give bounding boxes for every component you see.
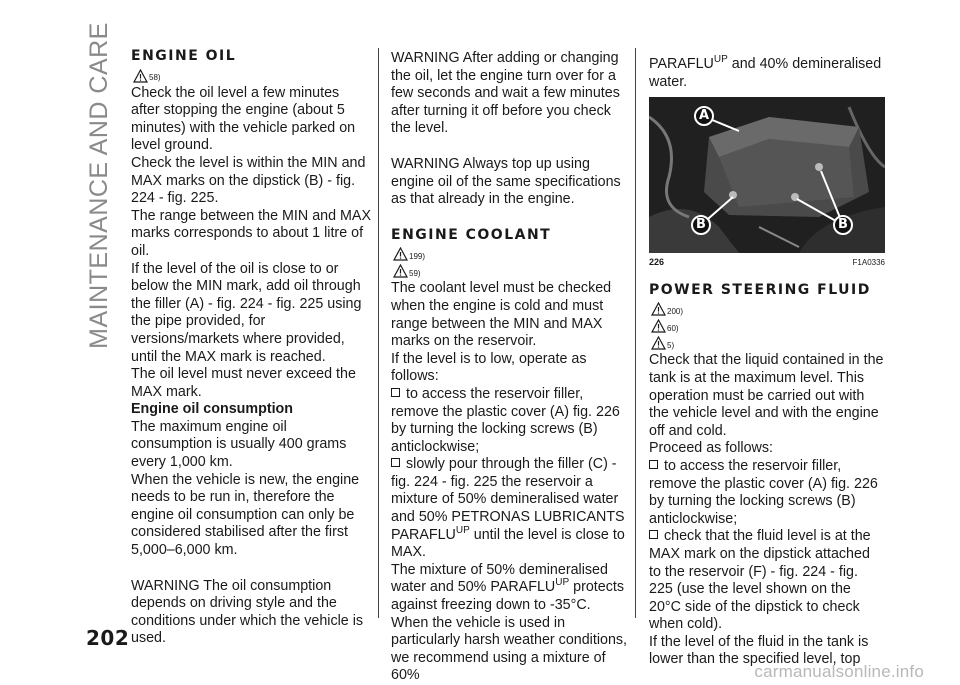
square-bullet-icon <box>649 530 658 539</box>
superscript: UP <box>455 524 470 536</box>
paragraph: Check the oil level a few minutes after stopping the engine (about 5 minutes) with the vehicle parked on level ground. <box>131 84 356 154</box>
paragraph: If the level of the oil is close to or below the MIN mark, add oil through the filler (A) - fig. 224 - fig. 225 using the pipe provided, for versions/markets where provided, until the MAX mark is reached. <box>131 260 362 365</box>
list-item-text: to access the reservoir filler, remove the plastic cover (A) fig. 226 by turning the locking screws (B) anticlockwise; <box>391 385 620 455</box>
paragraph-text: protects against freezing down to -35°C. <box>391 579 624 614</box>
warning-reference <box>651 335 885 351</box>
list-item <box>649 528 885 634</box>
column-divider <box>635 48 636 618</box>
page-number: 202 <box>86 626 130 650</box>
warning-ref-number: 59) <box>409 268 421 278</box>
warning-reference <box>133 68 371 84</box>
paragraph: If the level is to low, operate as follows: <box>391 350 587 385</box>
paragraph <box>391 562 631 615</box>
warning-triangle-icon <box>393 247 408 261</box>
square-bullet-icon <box>391 458 400 467</box>
spacer <box>131 560 371 578</box>
figure-number: 226 <box>649 257 665 268</box>
paragraph: When the vehicle is used in particularly harsh weather conditions, we recommend using a mixture of 60% <box>391 614 628 684</box>
warning-triangle-icon <box>651 302 666 316</box>
paragraph: Check the level is within the MIN and MAX marks on the dipstick (B) - fig. 224 - fig. 225. <box>131 154 366 207</box>
list-item <box>391 386 631 456</box>
list-item-text: until the level is close to MAX. <box>391 526 625 561</box>
warning-ref-number: 58) <box>149 72 161 82</box>
paragraph <box>649 56 885 91</box>
paragraph: Proceed as follows: <box>649 440 773 457</box>
warning-triangle-icon <box>651 336 666 350</box>
side-section-title-text: MAINTENANCE AND CARE <box>84 21 113 349</box>
spacer <box>391 138 631 156</box>
warning-ref-number: 5) <box>667 340 675 350</box>
paragraph: The oil level must never exceed the MAX mark. <box>131 366 356 400</box>
callout-a: A <box>694 106 714 126</box>
superscript: UP <box>713 54 728 66</box>
figure-engine-bay-photo <box>649 97 885 253</box>
column-engine-oil <box>131 48 371 648</box>
list-item <box>649 458 885 528</box>
warning-triangle-icon <box>651 319 666 333</box>
square-bullet-icon <box>649 460 658 469</box>
column-engine-coolant <box>391 50 631 685</box>
list-item-text: to access the reservoir filler, remove the plastic cover (A) fig. 226 by turning the locking screws (B) anticlockwise; <box>649 457 878 527</box>
paragraph-text: The mixture of 50% demineralised water and 50% PARAFLU <box>391 561 608 596</box>
paragraph: The maximum engine oil consumption is usually 400 grams every 1,000 km. <box>131 418 347 471</box>
superscript: UP <box>555 577 570 589</box>
warning-triangle-icon <box>133 69 148 83</box>
square-bullet-icon <box>391 388 400 397</box>
warning-ref-number: 200) <box>667 306 684 316</box>
list-item-text: slowly pour through the filler (C) - fig. 224 - fig. 225 the reservoir a mixture of 50% demineralised water and 50% PETRONAS LUBRICANTS PARAFLU <box>391 456 625 543</box>
warning-ref-number: 199) <box>409 251 426 261</box>
paragraph-warning: WARNING The oil consumption depends on driving style and the conditions under which the vehicle is used. <box>131 577 364 647</box>
callout-b: B <box>833 215 853 235</box>
list-item <box>391 456 631 562</box>
warning-reference <box>651 318 885 334</box>
subheading-oil-consumption: Engine oil consumption <box>131 401 294 418</box>
paragraph: The range between the MIN and MAX marks corresponds to about 1 litre of oil. <box>131 207 372 259</box>
paragraph-text: PARAFLU <box>649 56 714 72</box>
paragraph-warning: WARNING After adding or changing the oil, let the engine turn over for a few seconds and wait a few minutes after turning it off before you check the level. <box>391 50 620 137</box>
side-section-title <box>82 21 116 349</box>
heading-engine-coolant: ENGINE COOLANT <box>391 226 552 243</box>
warning-triangle-icon <box>393 264 408 278</box>
figure-caption <box>649 254 885 272</box>
paragraph: The coolant level must be checked when the engine is cold and must range between the MIN and MAX marks on the reservoir. <box>391 280 612 350</box>
paragraph: If the level of the fluid in the tank is lower than the specified level, top <box>649 633 869 668</box>
column-divider <box>378 48 379 618</box>
paragraph: Check that the liquid contained in the tank is at the maximum level. This operation must be carried out with the vehicle level and with the engine off and cold. <box>649 352 884 439</box>
warning-reference <box>393 246 631 262</box>
paragraph-text: and 40% demineralised water. <box>649 56 882 90</box>
spacer <box>391 209 631 227</box>
figure-code: F1A0336 <box>852 258 885 268</box>
heading-power-steering-fluid: POWER STEERING FLUID <box>649 281 871 298</box>
list-item-text: check that the fluid level is at the MAX mark on the dipstick attached to the reservoir (F) - fig. 224 - fig. 225 (use the level shown on the 20°C side of the dipstick to check when cold). <box>649 528 871 633</box>
heading-engine-oil: ENGINE OIL <box>131 48 237 64</box>
watermark-text: carmanualsonline.info <box>754 662 924 681</box>
warning-reference <box>393 263 631 279</box>
warning-reference <box>651 301 885 317</box>
callout-b: B <box>691 215 711 235</box>
warning-ref-number: 60) <box>667 323 679 333</box>
paragraph: When the vehicle is new, the engine needs to be run in, therefore the engine oil consumption can only be considered stabilised after the first 5,000–6,000 km. <box>131 471 360 559</box>
column-power-steering <box>649 56 885 669</box>
paragraph-warning: WARNING Always top up using engine oil of the same specifications as that already in the engine. <box>391 155 621 208</box>
